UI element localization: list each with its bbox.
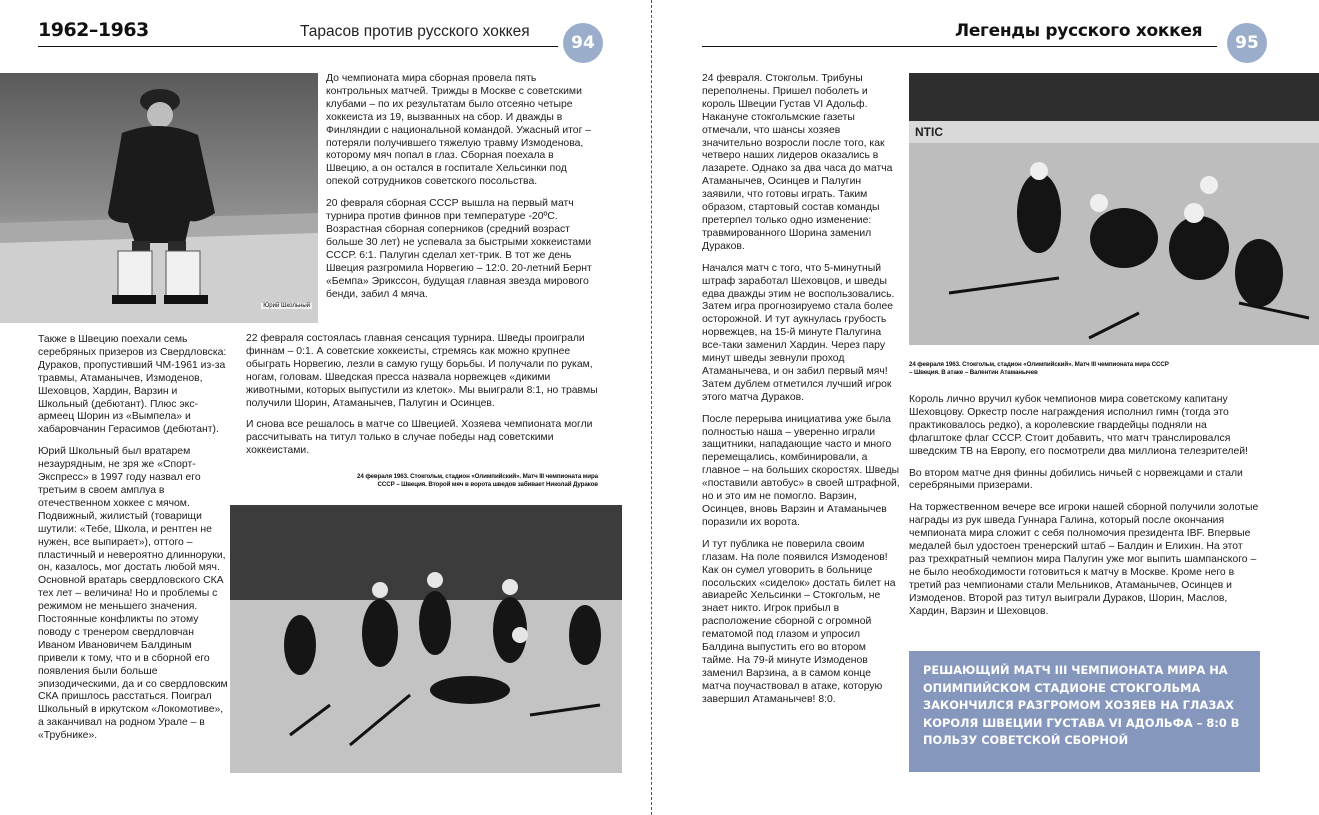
paragraph: Король лично вручил кубок чемпионов мира советскому капитану Шеховцову. Оркестр после награждения исполнил гимн (тогда это практиковалось редко), а королевские гвардейцы подняли на флагштоке флаг СССР. Стоит добавить, что матч транслировался шведским ТВ на Европу, его посмотрели два миллиона телезрителей! [909, 394, 1248, 457]
right-column-2 [909, 394, 1261, 628]
paragraph: До чемпионата мира сборная провела пять контрольных матчей. Трижды в Москве с советскими клубами – по их результатам было отсеяно четыре хоккеиста из 19, вызванных на сбор. И дважды в Финляндии с национальной командой. Ужасный итог – потеряли получившего тяжелую травму Измоденова, которому мяч попал в глаз. Сборная поехала в Швецию, а он остался в госпитале Хельсинки под опекой сотрудников советского посольства. [326, 73, 592, 188]
page-number-right: 95 [1227, 23, 1267, 63]
paragraph: 22 февраля состоялась главная сенсация турнира. Шведы проиграли финнам – 0:1. А советские хоккеисты, стремясь как можно крупнее обыграть Норвегию, лезли в самую гущу борьбы. И получали по рукам, ногам, головам. Шведская пресса назвала норвежцев «дикими животными, которых выпустили из клеток». Мы выиграли 8:1, но травмы получили Шорин, Атаманычев, Палугин и Осинцев. [246, 333, 598, 409]
paragraph: Также в Швецию поехали семь серебряных призеров из Свердловска: Дураков, пропустивший ЧМ-1961 из-за травмы, Атаманычев, Измоденов, Шеховцов, Хардин, Варзин и Школьный (дебютант). Плюс экс-армеец Шорин из «Вымпела» и хабаровчанин Герасимов (дебютант). [38, 334, 227, 436]
paragraph: 24 февраля. Стокгольм. Трибуны переполнены. Пришел поболеть и король Швеции Густав VI Адольф. Накануне стокгольмские газеты отмечали, что шансы хозяев значительно возросли после того, как четверо наших лидеров оказались в лазарете. Однако за два часа до матча Атаманычев, Осинцев и Палугин заявили, что готовы играть. Таким образом, стартовый состав команды претерпел только одно изменение: травмированного Шорина заменил Дураков. [702, 73, 893, 252]
paragraph: И снова все решалось в матче со Швецией. Хозяева чемпионата могли рассчитывать на титул только в случае победы над советскими хоккеистами. [246, 419, 593, 457]
header-rule-right [702, 46, 1217, 47]
section-title-left: Тарасов против русского хоккея [300, 23, 530, 40]
left-column-2-top [326, 73, 598, 310]
left-column-1 [38, 334, 230, 752]
attack-photo-caption: 24 февраля 1963. Стокгольм, стадион «Олимпийский». Матч III чемпионата мира СССР – Швеция. В атаке – Валентин Атаманычев [909, 361, 1169, 376]
header-rule-left [38, 46, 558, 47]
photo-match-goal [230, 505, 622, 773]
rink-banner-text: NTIC [915, 125, 943, 139]
paragraph: Юрий Школьный был вратарем незаурядным, не зря же «Спорт-Экспресс» в 1997 году назвал его третьим в своем амплуа в отечественном хоккее с мячом. Подвижный, жилистый (товарищи шутили: «Тебе, Школа, и рентген не нужен, все выпирает»), оттого – пластичный и невероятно длинноруки, он, казалось, мог достать любой мяч. Основной вратарь свердловского СКА тех лет – величина! Но и проблемы с режимом не меньшего значения. Постоянные конфликты по этому поводу с тренером свердловчан Иваном Ивановичем Балдиным привели к тому, что и в сборной его появления были больше эпизодическими, да и со свердловским СКА пришлось расстаться. Поиграл Школьный в иркутском «Локомотиве», а заканчивал на родном Урале – в «Трубнике». [38, 446, 228, 742]
portrait-caption: Юрий Школьный [263, 303, 310, 309]
paragraph: Во втором матче дня финны добились ничьей с норвежцами и стали серебряными призерами. [909, 467, 1243, 492]
paragraph: На торжественном вечере все игроки нашей сборной получили золотые награды из рук шведа Гуннара Галина, который после окончания чемпионата мира сложит с себя полномочия президента IBF. Впервые медалей был удостоен тренерский штаб – Балдин и Елихин. На этот раз трехкратный чемпион мира Палугин уже мог выпить шампанского – не было необходимости готовиться к матчу в Москве. Кроме него в третий раз чемпионами стали Мельников, Атаманычев, Осинцев и Измоденов. Второй раз титул выиграли Дураков, Шорин, Маслов, Хардин, Варзин и Шеховцов. [909, 502, 1259, 617]
paragraph: И тут публика не поверила своим глазам. На поле появился Измоденов! Как он сумел уговорить в больнице посольских «сиделок» достать билет на авиарейс Хельсинки – Стокгольм, не знает никто. Игрок прибыл в расположение сборной с огромной гематомой под глазом и упросил Балдина выпустить его во втором тайме. На 79-й минуте Измоденов заменил Варзина, а в самом конце матча поучаствовал в атаке, которую завершил Атаманычев! 8:0. [702, 538, 896, 705]
photo-match-attack [909, 73, 1319, 345]
page-fold [651, 0, 652, 815]
pull-quote: РЕШАЮЩИЙ МАТЧ III ЧЕМПИОНАТА МИРА НА ОПИМПИЙСКОМ СТАДИОНЕ СТОКГОЛЬМА ЗАКОНЧИЛСЯ РАЗГРОМОМ ХОЗЯЕВ НА ГЛАЗАХ КОРОЛЯ ШВЕЦИИ ГУСТАВА VI АДОЛЬФА – 8:0 В ПОЛЬЗУ СОВЕТСКОЙ СБОРНОЙ [909, 651, 1260, 772]
photo-goalkeeper-portrait [0, 73, 318, 323]
match-photo-caption: 24 февраля 1963. Стокгольм, стадион «Олимпийский». Матч III чемпионата мира СССР – Швеция. Второй мяч в ворота шведов забивает Николай Дураков [357, 473, 598, 488]
left-column-2-bottom [246, 333, 598, 467]
paragraph: Начался матч с того, что 5-минутный штраф заработал Шеховцов, и шведы едва дважды этим не воспользовались. Затем игра прогнозируемо стала более осторожной. И тут аукнулась грубость норвежцев, на 15-й минуте Палугина все-таки заменил Хардин. Через пару минут шведы зевнули проход Атаманычева, и он забил первый мяч! Затем дублем отметился лучший игрок этого матча Дураков. [702, 262, 895, 403]
page-number-left: 94 [563, 23, 603, 63]
paragraph: После перерыва инициатива уже была полностью наша – уверенно играли защитники, нападающие часто и много перемещались, комбинировали, а главное – на больших скоростях. Шведы «поставили автобус» в своей штрафной, но и это им не помогло. Варзин, Осинцев, вновь Варзин и Атаманычев поразили их ворота. [702, 413, 900, 528]
years-heading: 1962–1963 [38, 19, 149, 41]
right-column-1 [702, 73, 900, 716]
section-title-right: Легенды русского хоккея [955, 21, 1203, 41]
paragraph: 20 февраля сборная СССР вышла на первый матч турнира против финнов при температуре -20ºС. Возрастная сборная соперников (средний возраст больше 30 лет) не успевала за быстрыми хоккеистами СССР. 6:1. Палугин сделал хет-трик. В тот же день Швеция разгромила Норвегию – 12:0. 20-летний Бернт «Бемпа» Эрикссон, будущая главная звезда мирового бенди, забил 4 мяча. [326, 198, 592, 300]
